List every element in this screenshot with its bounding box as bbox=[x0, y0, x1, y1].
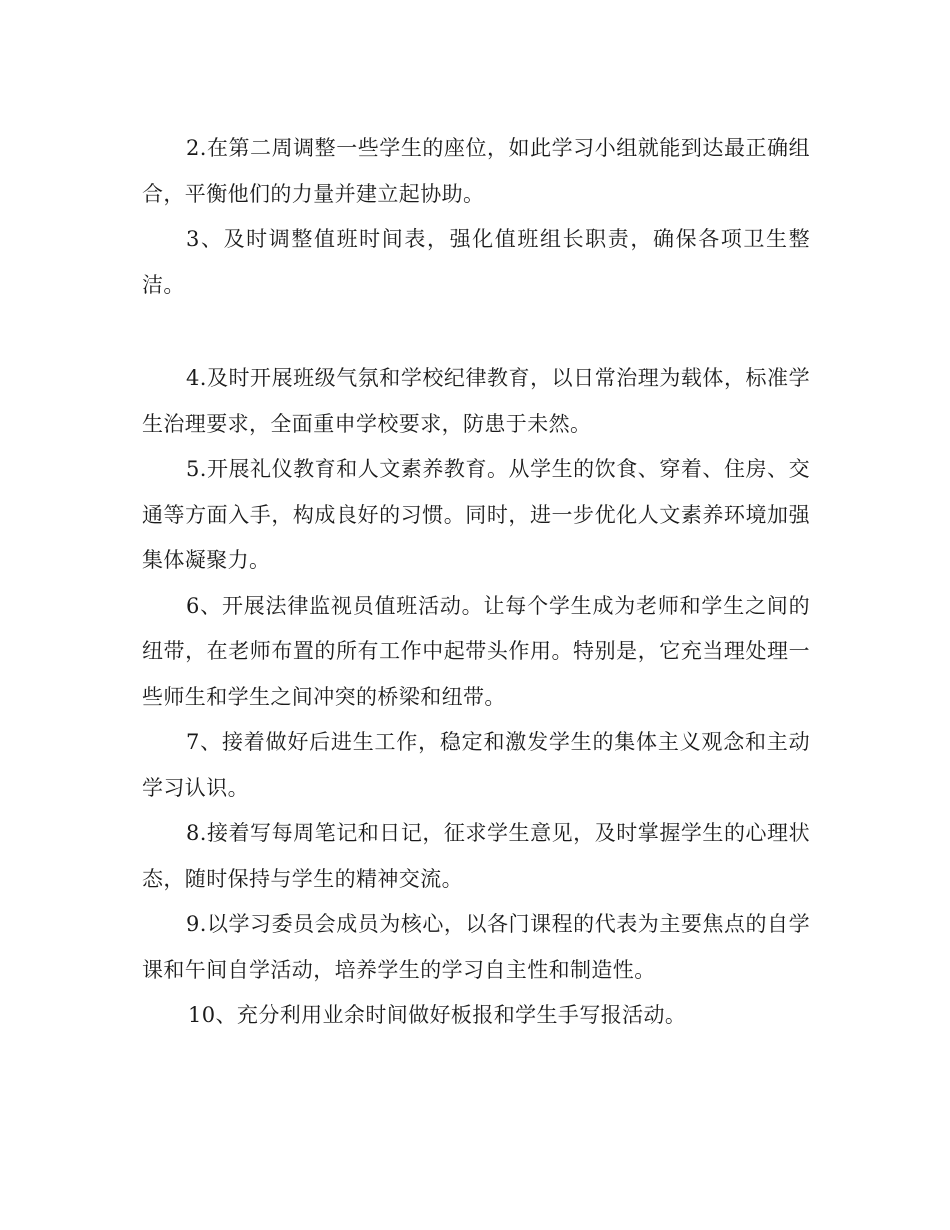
paragraph-item-3: 3、及时调整值班时间表，强化值班组长职责，确保各项卫生整洁。 bbox=[142, 227, 810, 297]
paragraph-item-8: 8.接着写每周笔记和日记，征求学生意见，及时掌握学生的心理状态，随时保持与学生的精神交流。 bbox=[142, 821, 810, 891]
paragraph-item-7: 7、接着做好后进生工作，稳定和激发学生的集体主义观念和主动学习认识。 bbox=[142, 730, 810, 800]
paragraph-item-9: 9.以学习委员会成员为核心，以各门课程的代表为主要焦点的自学课和午间自学活动，培养学生的学习自主性和制造性。 bbox=[142, 912, 810, 982]
paragraph-item-6: 6、开展法律监视员值班活动。让每个学生成为老师和学生之间的纽带，在老师布置的所有工作中起带头作用。特别是，它充当理处理一些师生和学生之间冲突的桥梁和纽带。 bbox=[142, 593, 810, 709]
paragraph-item-5: 5.开展礼仪教育和人文素养教育。从学生的饮食、穿着、住房、交通等方面入手，构成良好的习惯。同时，进一步优化人文素养环境加强集体凝聚力。 bbox=[142, 457, 810, 572]
paragraph-item-2: 2.在第二周调整一些学生的座位，如此学习小组就能到达最正确组合，平衡他们的力量并建立起协助。 bbox=[142, 136, 810, 206]
paragraph-item-4: 4.及时开展班级气氛和学校纪律教育，以日常治理为载体，标准学生治理要求，全面重申学校要求，防患于未然。 bbox=[142, 366, 810, 436]
paragraph-item-10: 10、充分利用业余时间做好板报和学生手写报活动。 bbox=[188, 1003, 687, 1027]
document-body bbox=[142, 126, 810, 1039]
